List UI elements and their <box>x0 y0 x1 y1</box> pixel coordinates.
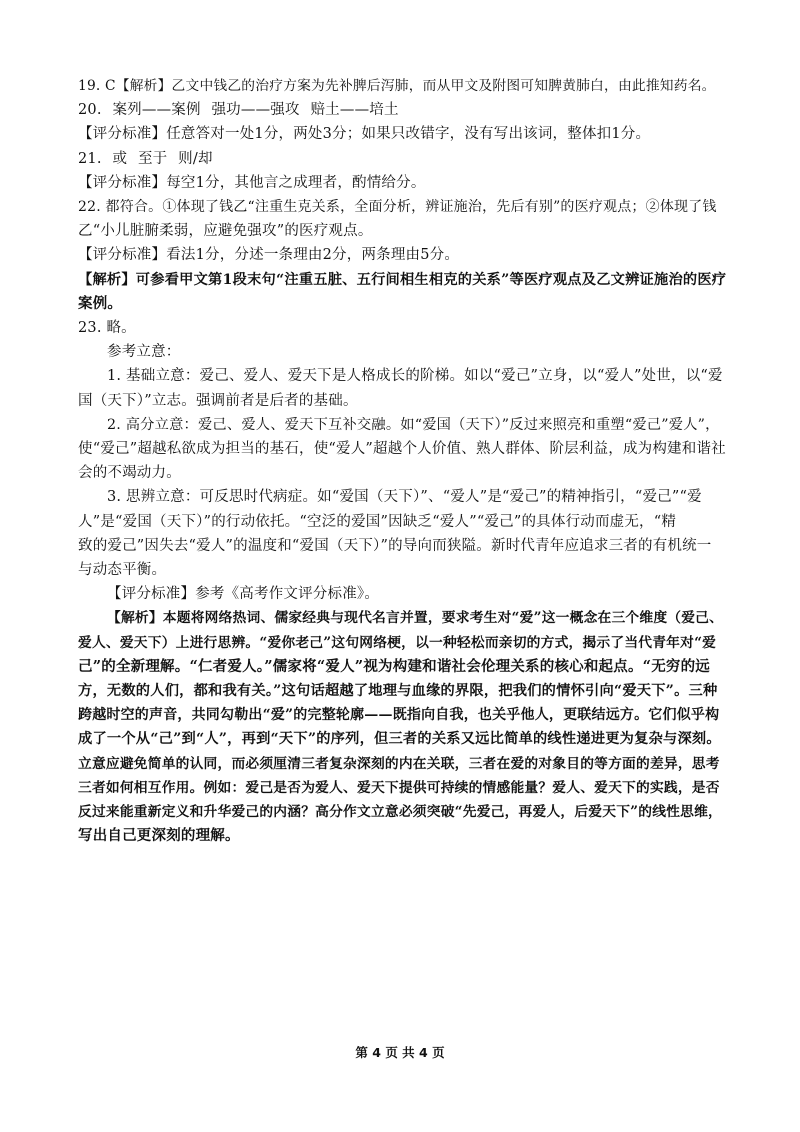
analysis-22-line-2: 案例。 <box>78 294 123 312</box>
analysis-23-line-3: 己”的全新理解。“仁者爱人。”儒家将“爱人”视为构建和谐社会伦理关系的核心和起点。“无穷的远 <box>78 657 710 675</box>
analysis-23-line-1: 【解析】本题将网络热词、儒家经典与现代名言并置，要求考生对“爱”这一概念在三个维度（爱己、 <box>107 610 724 627</box>
scoring-22: 【评分标准】看法1分，分述一条理由2分，两条理由5分。 <box>78 247 460 264</box>
analysis-23-line-2: 爱人、爱天下）上进行思辨。“爱你老己”这句网络梗，以一种轻松而亲切的方式，揭示了当代青年对“爱 <box>78 634 717 651</box>
reference-idea-heading: 参考立意： <box>107 344 181 361</box>
analysis-23-line-7: 立意应避免简单的认同，而必须厘清三者复杂深刻的内在关联，三者在爱的对象目的等方面的差异，思考 <box>78 755 720 772</box>
answer-19: 19. C【解析】乙文中钱乙的治疗方案为先补脾后泻肺，而从甲文及附图可知脾黄肺白，由此推知药名。 <box>78 78 716 94</box>
idea-critical-line-1: 3. 思辨立意：可反思时代病症。如“爱国（天下）”、“爱人”是“爱己”的精神指引，“爱己”“爱 <box>107 489 702 506</box>
idea-high-line-1: 2. 高分立意：爱己、爱人、爱天下互补交融。如“爱国（天下）”反过来照亮和重塑“爱己”爱人”， <box>107 416 720 433</box>
idea-critical-line-3: 致的爱己”因失去“爱人”的温度和“爱国（天下）”的导向而狭隘。新时代青年应追求三者的有机统一 <box>78 537 712 554</box>
idea-high-line-2: 使“爱己”超越私欲成为担当的基石，使“爱人”超越个人价值、熟人群体、阶层利益，成为构建和谐社 <box>78 441 726 458</box>
analysis-23-line-9: 反过来能重新定义和升华爱己的内涵？高分作文立意必须突破“先爱己，再爱人，后爱天下”的线性思维， <box>78 804 722 821</box>
analysis-23-line-5: 跨越时空的声音，共同勾勒出“爱”的完整轮廓——既指向自我，也关乎他人，更联结远方。它们似乎构 <box>78 707 720 724</box>
analysis-22-line-1: 【解析】可参看甲文第1段末句“注重五脏、五行间相生相克的关系”等医疗观点及乙文辨证施治的医疗 <box>78 271 727 288</box>
idea-critical-line-4: 与动态平衡。 <box>78 562 167 579</box>
answer-21: 21. 或 至于 则/却 <box>78 150 213 167</box>
analysis-23-line-6: 成了一个从“己”到“人”，再到“天下”的序列，但三者的关系又远比简单的线性递进更为复杂与深刻。 <box>78 731 721 748</box>
scoring-21: 【评分标准】每空1分，其他言之成理者，酌情给分。 <box>78 174 426 191</box>
answer-23: 23. 略。 <box>78 320 136 337</box>
page-number: 第 4 页 共 4 页 <box>355 1045 445 1060</box>
answer-20: 20. 案列——案例 强功——强攻 赔土——培土 <box>78 102 399 119</box>
scoring-20: 【评分标准】任意答对一处1分，两处3分；如果只改错字，没有写出该词，整体扣1分。 <box>78 126 651 143</box>
scoring-23: 【评分标准】参考《高考作文评分标准》。 <box>107 586 380 603</box>
analysis-23-line-10: 写出自己更深刻的理解。 <box>78 827 240 845</box>
answer-22-line-2: 乙“小儿脏腑柔弱，应避免强攻”的医疗观点。 <box>78 223 373 240</box>
idea-high-line-3: 会的不竭动力。 <box>78 465 181 482</box>
idea-basic-line-2: 国（天下）”立志。强调前者是后者的基础。 <box>78 392 358 409</box>
document-body <box>78 74 726 849</box>
analysis-23-line-8: 三者如何相互作用。例如：爱己是否为爱人、爱天下提供可持续的情感能量？爱人、爱天下的实践，是否 <box>78 779 720 796</box>
answer-22-line-1: 22. 都符合。①体现了钱乙“注重生克关系，全面分析，辨证施治，先后有别”的医疗观点；②体现了钱 <box>78 199 717 216</box>
idea-basic-line-1: 1. 基础立意：爱己、爱人、爱天下是人格成长的阶梯。如以“爱己”立身，以“爱人”处世，以“爱 <box>107 368 723 385</box>
analysis-23-line-4: 方，无数的人们，都和我有关。”这句话超越了地理与血缘的界限，把我们的情怀引向“爱天下”。三种 <box>78 683 718 700</box>
idea-critical-line-2: 人”是“爱国（天下）”的行动依托。“空泛的爱国”因缺乏“爱人”“爱己”的具体行动而虚无，“精 <box>78 513 677 530</box>
